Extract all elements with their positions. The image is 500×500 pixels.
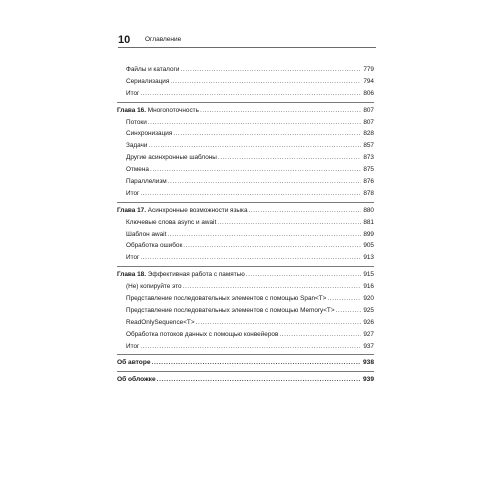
toc-entry-title: Потоки [126,118,147,126]
toc-entry-title: Сериализация [126,77,170,85]
toc-page-number: 878 [363,189,374,197]
toc-chapter-label: Глава 17. [117,206,146,214]
toc-leader-dots [218,152,361,164]
toc-section-entry[interactable] [117,140,374,152]
toc-section-entry[interactable] [117,240,374,252]
header-rule [118,47,376,48]
toc-leader-dots [148,140,361,152]
toc-leader-dots [157,374,361,386]
toc-section-entry[interactable] [117,281,374,293]
toc-entry-title: Итог [126,342,140,350]
toc-leader-dots [217,217,361,229]
toc-leader-dots [167,229,361,241]
toc-entry-title: Обработка потоков данных с помощью конвейеров [126,330,279,338]
toc-entry-title: ReadOnlySequence<T> [126,318,195,326]
toc-divider [117,102,374,103]
toc-section-entry[interactable] [117,293,374,305]
toc-leader-dots [150,164,361,176]
toc-section-entry[interactable] [117,164,374,176]
toc-divider [117,266,374,267]
toc-section-entry[interactable] [117,64,374,76]
toc-leader-dots [152,357,361,369]
toc-entry-title: Отмена [126,166,149,174]
toc-page-number: 881 [363,218,374,226]
toc-entry-title: Ключевые слова async и await [126,218,217,226]
toc-entry-title: Обработка ошибок [126,242,183,250]
running-header [118,34,376,48]
toc-page-number: 779 [363,66,374,73]
toc-section-entry[interactable] [117,128,374,140]
toc-entry-title: Файлы и каталоги [126,66,180,73]
toc-page-number: 937 [363,342,374,350]
toc-chapter-title: Многопоточность [147,106,199,114]
toc-page-number: 880 [363,206,374,214]
toc-chapter-entry[interactable] [117,269,374,281]
toc-page-number: 873 [363,154,374,162]
toc-page-number: 807 [363,118,374,126]
toc-leader-dots [327,293,361,305]
toc-leader-dots [249,205,361,217]
toc-divider [117,202,374,203]
toc-section-entry[interactable] [117,188,374,200]
toc-section-entry[interactable] [117,152,374,164]
toc-appendix-entry[interactable] [117,357,374,369]
toc-divider [117,354,374,355]
toc-entry-title [117,269,245,281]
toc-leader-dots [173,128,361,140]
toc-section-entry[interactable] [117,88,374,100]
toc-page-number: 925 [363,306,374,314]
table-of-contents [117,64,374,386]
toc-appendix-entry[interactable] [117,374,374,386]
toc-page-number: 927 [363,330,374,338]
toc-page-number: 920 [363,295,374,303]
toc-entry-title: Параллелизм [126,178,167,186]
toc-section-entry[interactable] [117,305,374,317]
toc-leader-dots [140,341,361,353]
toc-entry-title: Итог [126,89,140,97]
toc-chapter-title: Эффективная работа с памятью [147,271,245,279]
toc-section-entry[interactable] [117,252,374,264]
toc-page-number: 876 [363,178,374,186]
page-number: 10 [118,34,131,46]
toc-leader-dots [246,269,361,281]
toc-entry-title: Представление последовательных элементов с помощью Span<T> [126,295,327,303]
toc-entry-title: Об авторе [117,359,151,367]
toc-page-number: 905 [363,242,374,250]
toc-page-number: 938 [362,359,374,367]
toc-entry-title: Представление последовательных элементов с помощью Memory<T> [126,306,335,314]
toc-chapter-label: Глава 18. [117,271,146,279]
toc-entry-title: Задачи [126,142,148,150]
toc-page-number: 916 [363,283,374,291]
toc-leader-dots [336,305,361,317]
toc-section-entry[interactable] [117,341,374,353]
toc-chapter-title: Асинхронные возможности языка [147,206,248,214]
toc-entry-title [117,205,248,217]
toc-leader-dots [140,88,361,100]
toc-section-entry[interactable] [117,217,374,229]
toc-page-number: 828 [363,130,374,138]
toc-leader-dots [140,188,361,200]
toc-leader-dots [196,317,361,329]
toc-entry-title: Итог [126,254,140,262]
toc-leader-dots [168,176,361,188]
toc-page-number: 807 [363,106,374,114]
toc-section-entry[interactable] [117,176,374,188]
toc-leader-dots [200,105,361,117]
toc-leader-dots [180,64,361,76]
toc-section-entry[interactable] [117,317,374,329]
toc-page-number: 915 [363,271,374,279]
toc-leader-dots [140,252,361,264]
toc-chapter-entry[interactable] [117,105,374,117]
toc-section-entry[interactable] [117,76,374,88]
toc-entry-title: Шаблон await [126,230,167,238]
toc-section-entry[interactable] [117,329,374,341]
toc-page-number: 806 [363,89,374,97]
toc-entry-title: Об обложке [117,376,156,384]
toc-entry-title: Синхронизация [126,130,173,138]
toc-page-number: 899 [363,230,374,238]
toc-chapter-entry[interactable] [117,205,374,217]
toc-chapter-label: Глава 16. [117,106,146,114]
toc-section-entry[interactable] [117,117,374,129]
toc-page-number: 926 [363,318,374,326]
toc-page-number: 913 [363,254,374,262]
toc-leader-dots [183,281,361,293]
toc-leader-dots [148,117,361,129]
toc-leader-dots [279,329,361,341]
toc-entry-title [117,105,199,117]
toc-page-number: 857 [363,142,374,150]
toc-entry-title: (Не) копируйте это [126,283,182,291]
toc-entry-title: Итог [126,189,140,197]
toc-section-entry[interactable] [117,229,374,241]
toc-leader-dots [183,240,361,252]
toc-page-number: 794 [363,77,374,85]
toc-entry-title: Другие асинхронные шаблоны [126,154,217,162]
toc-leader-dots [170,76,361,88]
toc-divider [117,371,374,372]
toc-page-number: 939 [362,376,374,384]
toc-page-number: 875 [363,166,374,174]
running-title: Оглавление [145,36,182,43]
